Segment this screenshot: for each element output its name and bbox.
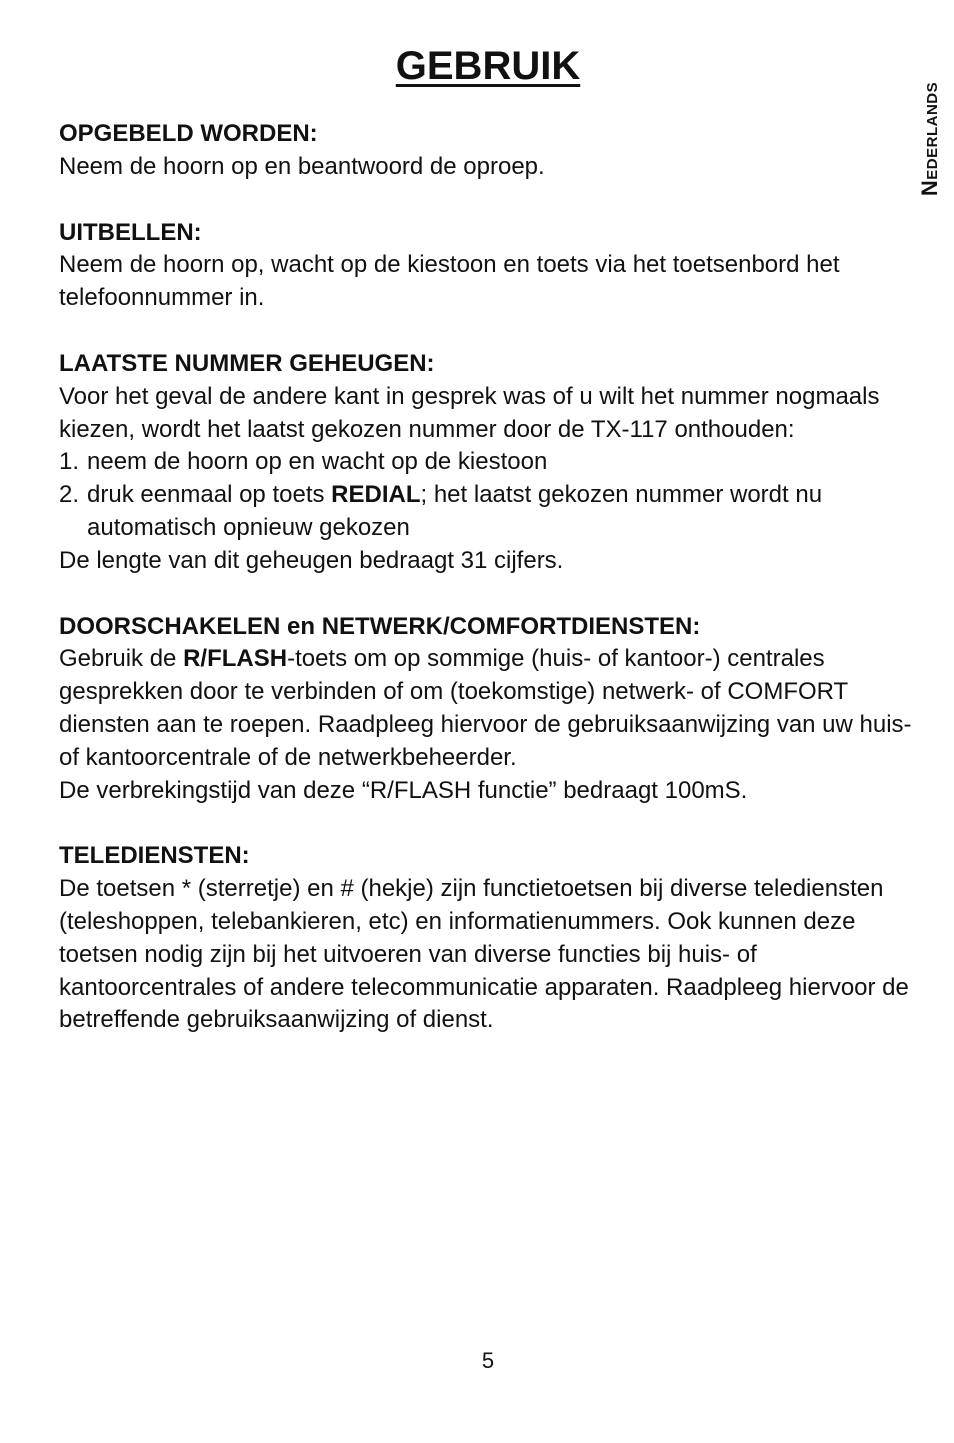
section-uitbellen [59,217,919,315]
step-text [87,479,919,545]
section-text-line2: De verbrekingstijd van deze “R/FLASH functie” bedraagt 100mS. [59,776,748,804]
language-label: Nederlands [917,81,942,197]
section-heading: TELEDIENSTEN: [59,842,250,870]
section-heading: LAATSTE NUMMER GEHEUGEN: [59,349,435,377]
section-outro: De lengte van dit geheugen bedraagt 31 cijfers. [59,546,564,574]
rflash-key-label: R/FLASH [183,645,288,673]
section-opgebeld-worden [59,118,919,184]
step-list [59,446,919,544]
section-text [59,643,919,774]
step-number: 1. [59,448,80,476]
section-text: De toetsen * (sterretje) en # (hekje) zijn functietoetsen bij diverse telediensten (teleshoppen, telebankieren, etc) en informatienummers. Ook kunnen deze toetsen nodig zijn bij het uitvoeren van diverse functies bij huis- of kantoorcentrales of andere telecommunicatie apparaten. Raadpleeg hiervoor de betreffende gebruiksaanwijzing of dienst. [59,875,909,1034]
text-before: Gebruik de [59,645,184,673]
section-heading: DOORSCHAKELEN en NETWERK/COMFORTDIENSTEN: [59,612,701,640]
section-laatste-nummer-geheugen [59,348,919,578]
section-intro: Voor het geval de andere kant in gesprek was of u wilt het nummer nogmaals kiezen, wordt het laatst gekozen nummer door de TX-117 onthouden: [59,382,880,443]
section-text: Neem de hoorn op, wacht op de kiestoon en toets via het toetsenbord het telefoonnummer in. [59,251,840,312]
document-body [59,118,919,1070]
step-text-before: druk eenmaal op toets [87,481,332,509]
step-number: 2. [59,481,80,509]
section-text: Neem de hoorn op en beantwoord de oproep. [59,152,545,180]
section-heading: UITBELLEN: [59,218,202,246]
page-number: 5 [481,1348,495,1373]
section-doorschakelen [59,611,919,808]
page-title: GEBRUIK [395,44,581,88]
section-telediensten [59,840,919,1037]
step-item [59,446,919,479]
redial-key-label: REDIAL [331,481,421,509]
step-text-after: ; het laatst gekozen nummer wordt nu automatisch opnieuw gekozen [87,481,823,541]
step-text: neem de hoorn op en wacht op de kiestoon [87,448,548,476]
text-after: -toets om op sommige (huis- of kantoor-) centrales gesprekken door te verbinden of om (toekomstige) netwerk- of COMFORT diensten aan te roepen. Raadpleeg hiervoor de gebruiksaanwijzing van uw huis- of kantoorcentrale of de netwerkbeheerder. [59,645,912,771]
section-heading: OPGEBELD WORDEN: [59,120,318,147]
step-item [59,479,919,545]
